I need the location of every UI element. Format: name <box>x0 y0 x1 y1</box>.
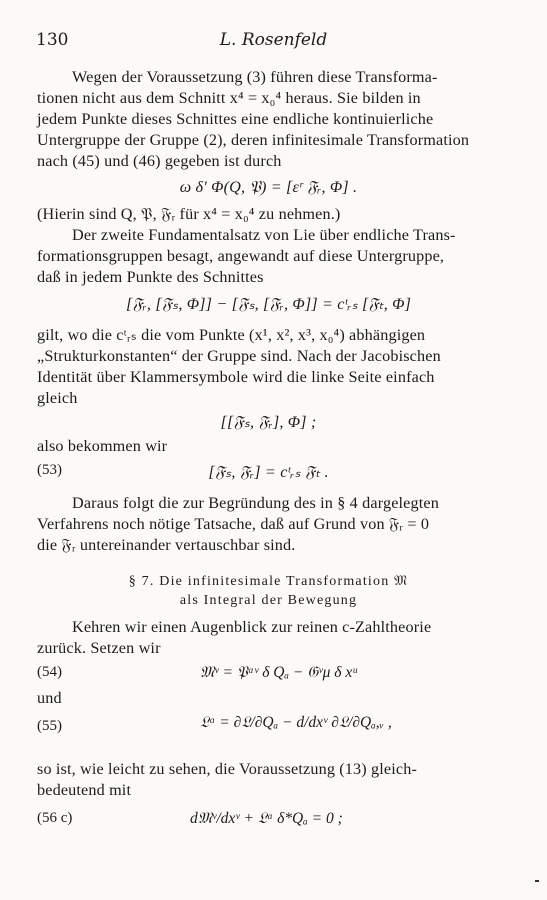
text-line: Wegen der Voraussetzung (3) führen diese Transforma- <box>72 68 438 86</box>
text-line: bedeutend mit <box>37 781 132 799</box>
equation-number: (53) <box>37 462 62 478</box>
display-equation: 𝔐ᵛ = 𝔓ᵅᵛ δ Qₐ − 𝔊ᵛμ δ xᵘ <box>200 664 357 681</box>
equation-number: (56 c) <box>37 810 73 826</box>
page-number: 130 <box>36 30 69 50</box>
text-line: formationsgruppen besagt, angewandt auf diese Untergruppe, <box>37 247 445 265</box>
text-line: „Strukturkonstanten“ der Gruppe sind. Nach der Jacobischen <box>37 347 441 365</box>
display-equation: ω δ′ Φ(Q, 𝔓) = [εʳ 𝔉ᵣ, Φ] . <box>179 178 358 196</box>
text-line: jedem Punkte dieses Schnittes eine endliche kontinuierliche <box>37 110 434 128</box>
text-line: Identität über Klammersymbole wird die linke Seite einfach <box>37 368 435 386</box>
text-line: also bekommen wir <box>37 437 168 455</box>
text-line: Der zweite Fundamentalsatz von Lie über endliche Trans- <box>72 226 456 244</box>
display-equation: 𝔏ᵅ = ∂𝔏/∂Qₐ − d/dxᵛ ∂𝔏/∂Qₐ,ᵥ , <box>200 714 392 731</box>
section-heading: § 7. Die infinitesimale Transformation 𝔐 <box>128 574 409 589</box>
section-heading: als Integral der Bewegung <box>179 593 358 608</box>
display-equation: [𝔉ₛ, 𝔉ᵣ] = cᵗᵣₛ 𝔉ₜ . <box>208 463 329 481</box>
display-equation: [𝔉ᵣ, [𝔉ₛ, Φ]] − [𝔉ₛ, [𝔉ᵣ, Φ]] = cᵗᵣₛ [𝔉ₜ, Φ] <box>125 295 412 313</box>
text-line: daß in jedem Punkte des Schnittes <box>37 268 264 286</box>
display-equation: [[𝔉ₛ, 𝔉ᵣ], Φ] ; <box>220 413 317 431</box>
text-line: gleich <box>37 389 78 407</box>
running-head: L. Rosenfeld <box>219 30 328 50</box>
equation-number: (55) <box>37 718 62 734</box>
text-line: (Hierin sind Q, 𝔓, 𝔉ᵣ für x⁴ = x₀⁴ zu nehmen.) <box>37 205 341 223</box>
text-line: Verfahrens noch nötige Tatsache, daß auf Grund von 𝔉ᵣ = 0 <box>37 515 430 533</box>
text-line: die 𝔉ᵣ untereinander vertauschbar sind. <box>37 536 296 554</box>
equation-number: (54) <box>37 664 62 680</box>
text-line: Daraus folgt die zur Begründung des in § 4 dargelegten <box>72 494 439 512</box>
scan-mark <box>535 880 539 882</box>
text-line: tionen nicht aus dem Schnitt x⁴ = x₀⁴ heraus. Sie bilden in <box>37 89 421 107</box>
text-line: nach (45) und (46) gegeben ist durch <box>37 152 282 170</box>
display-equation: d𝔐ᵛ/dxᵛ + 𝔏ᵅ δ*Qₐ = 0 ; <box>190 810 343 827</box>
text-line: Untergruppe der Gruppe (2), deren infinitesimale Transformation <box>37 131 470 149</box>
text-line: Kehren wir einen Augenblick zur reinen c-Zahltheorie <box>72 618 432 636</box>
text-line: so ist, wie leicht zu sehen, die Voraussetzung (13) gleich- <box>37 760 418 778</box>
text-line: zurück. Setzen wir <box>37 639 161 657</box>
page-header <box>36 30 511 58</box>
text-line: und <box>37 689 62 707</box>
text-line: gilt, wo die cᵗᵣₛ die vom Punkte (x¹, x², x³, x₀⁴) abhängigen <box>37 326 426 344</box>
